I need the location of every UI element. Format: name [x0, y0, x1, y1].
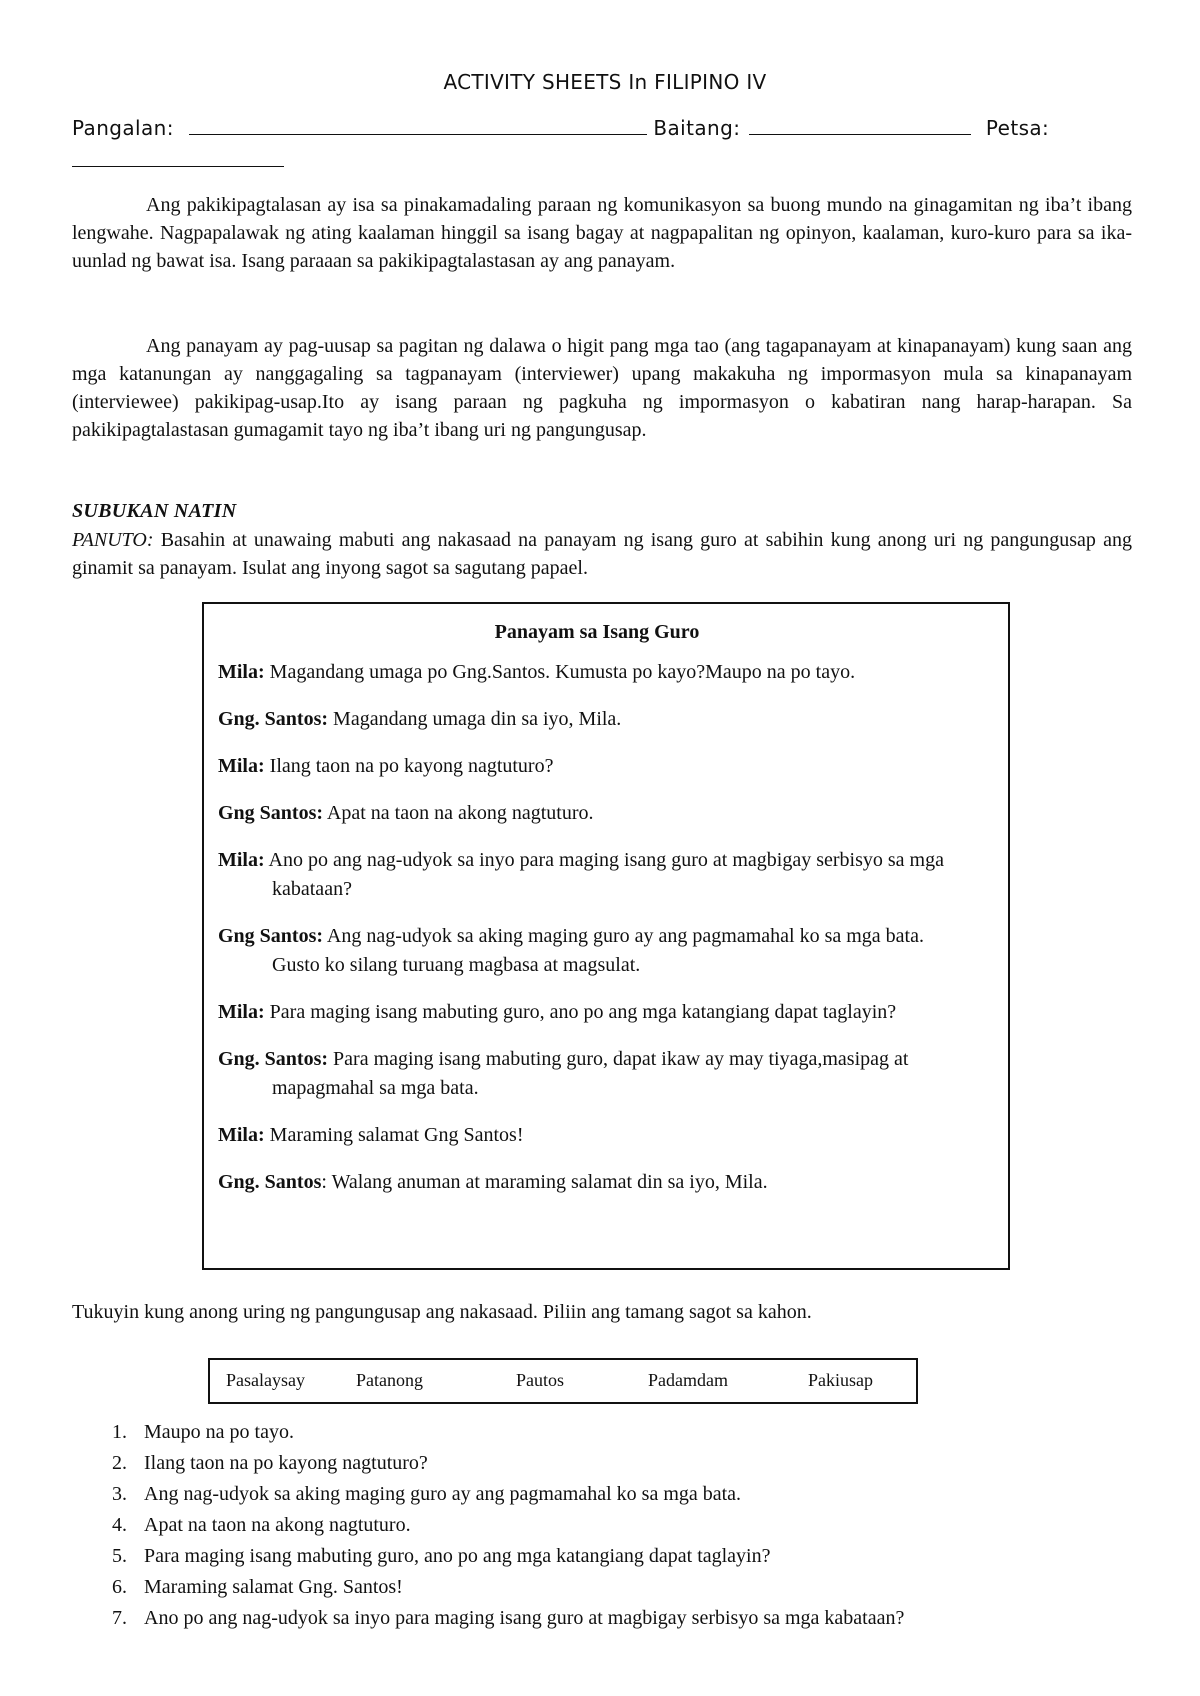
item-number: 1.: [112, 1421, 127, 1443]
dialogue-line: [218, 799, 976, 828]
interview-title: Panayam sa Isang Guro: [494, 621, 700, 643]
item-text: Ano po ang nag-udyok sa inyo para maging isang guro at magbigay serbisyo sa mga kabataan?: [144, 1607, 905, 1629]
list-item: [72, 1480, 1152, 1509]
speaker-name: Mila:: [218, 1124, 265, 1146]
speaker-name: Gng. Santos:: [218, 708, 329, 730]
date-blank[interactable]: [72, 166, 284, 167]
grade-label: Baitang:: [653, 116, 741, 140]
panuto-text: Basahin at unawaing mabuti ang nakasaad na panayam ng isang guro at sabihin kung anong uri ng pangungusap ang ginamit sa panayam. Isulat ang inyong sagot sa sagutang papael.: [72, 529, 1132, 579]
answer-choices-box: [208, 1358, 918, 1404]
dialogue-text: Maraming salamat Gng Santos!: [264, 1124, 524, 1146]
list-item: [72, 1604, 1152, 1633]
speaker-name: Gng. Santos:: [218, 1048, 329, 1070]
identification-instruction: Tukuyin kung anong uring ng pangungusap ang nakasaad. Piliin ang tamang sagot sa kahon.: [72, 1301, 812, 1323]
item-number: 2.: [112, 1452, 127, 1474]
dialogue-line: [218, 1045, 976, 1103]
dialogue-line: [218, 1121, 976, 1150]
dialogue-text: : Walang anuman at maraming salamat din sa iyo, Mila.: [321, 1171, 768, 1193]
item-number: 4.: [112, 1514, 127, 1536]
dialogue-text: Ang nag-udyok sa aking maging guro ay ang pagmamahal ko sa mga bata. Gusto ko silang turuang magbasa at magsulat.: [272, 925, 924, 976]
dialogue-line: [218, 752, 976, 781]
speaker-name: Gng Santos:: [218, 802, 324, 824]
intro-paragraph-1: Ang pakikipagtalasan ay isa sa pinakamadaling paraan ng komunikasyon sa buong mundo na ginagamitan ng iba’t ibang lengwahe. Nagpapalawak ng ating kaalaman hinggil sa isang bagay at nagpapalitan ng opinyon, kaalaman, kuro-kuro para sa ika-uunlad ng bawat isa. Isang paraaan sa pakikipagtalastasan ay ang panayam.: [72, 194, 1132, 272]
speaker-name: Gng. Santos: [218, 1171, 322, 1193]
item-text: Ang nag-udyok sa aking maging guro ay ang pagmamahal ko sa mga bata.: [144, 1483, 742, 1505]
speaker-name: Mila:: [218, 755, 265, 777]
item-text: Maupo na po tayo.: [144, 1421, 294, 1443]
item-number: 5.: [112, 1545, 127, 1567]
grade-blank[interactable]: [749, 134, 971, 135]
panuto-instructions: [72, 526, 1132, 582]
dialogue-line: [218, 1168, 976, 1197]
name-blank[interactable]: [189, 134, 647, 135]
dialogue-text: Ilang taon na po kayong nagtuturo?: [264, 755, 554, 777]
dialogue-text: Magandang umaga din sa iyo, Mila.: [328, 708, 622, 730]
dialogue-line: [218, 846, 976, 904]
item-number: 7.: [112, 1607, 127, 1629]
interview-box: [202, 602, 1010, 1270]
panuto-label: PANUTO:: [72, 529, 154, 551]
speaker-name: Gng Santos:: [218, 925, 324, 947]
dialogue-text: Para maging isang mabuting guro, ano po ang mga katangiang dapat taglayin?: [264, 1001, 897, 1023]
item-number: 3.: [112, 1483, 127, 1505]
dialogue-line: [218, 998, 976, 1027]
intro-paragraph-2: Ang panayam ay pag-uusap sa pagitan ng dalawa o higit pang mga tao (ang tagapanayam at kinapanayam) kung saan ang mga katanungan ay nanggagaling sa tagpanayam (interviewer) upang makakuha ng impormasyon mula sa kinapanayam (interviewee) pakikipag-usap.Ito ay isang paraan ng pagkuha ng impormasyon o kabatiran nang harap-harapan. Sa pakikipagtalastasan gumagamit tayo ng iba’t ibang uri ng pangungusap.: [72, 335, 1132, 441]
page-title: ACTIVITY SHEETS In FILIPINO IV: [443, 70, 767, 94]
name-label: Pangalan:: [72, 116, 174, 140]
item-text: Ilang taon na po kayong nagtuturo?: [144, 1452, 428, 1474]
student-info-row: [72, 116, 1132, 140]
dialogue-text: Apat na taon na akong nagtuturo.: [323, 802, 594, 824]
list-item: [72, 1573, 1152, 1602]
choice-pautos: Pautos: [516, 1370, 565, 1390]
speaker-name: Mila:: [218, 661, 265, 683]
choice-pasalaysay: Pasalaysay: [226, 1370, 305, 1390]
date-label: Petsa:: [985, 116, 1050, 140]
list-item: [72, 1449, 1152, 1478]
list-item: [72, 1542, 1152, 1571]
choice-patanong: Patanong: [356, 1370, 423, 1390]
list-item: [72, 1418, 1152, 1447]
speaker-name: Mila:: [218, 849, 265, 871]
dialogue-line: [218, 658, 976, 687]
item-text: Para maging isang mabuting guro, ano po ang mga katangiang dapat taglayin?: [144, 1545, 771, 1567]
dialogue-line: [218, 705, 976, 734]
choice-padamdam: Padamdam: [648, 1370, 728, 1390]
dialogue-text: Ano po ang nag-udyok sa inyo para maging isang guro at magbigay serbisyo sa mga kabataan?: [264, 849, 944, 900]
list-item: [72, 1511, 1152, 1540]
speaker-name: Mila:: [218, 1001, 265, 1023]
section-title: SUBUKAN NATIN: [72, 500, 237, 522]
item-text: Maraming salamat Gng. Santos!: [144, 1576, 403, 1598]
choice-pakiusap: Pakiusap: [808, 1370, 873, 1390]
item-text: Apat na taon na akong nagtuturo.: [144, 1514, 411, 1536]
sentence-list: [72, 1418, 1152, 1635]
dialogue-text: Magandang umaga po Gng.Santos. Kumusta po kayo?Maupo na po tayo.: [264, 661, 856, 683]
dialogue-text: Para maging isang mabuting guro, dapat ikaw ay may tiyaga,masipag at mapagmahal sa mga bata.: [272, 1048, 909, 1099]
dialogue-line: [218, 922, 976, 980]
item-number: 6.: [112, 1576, 127, 1598]
